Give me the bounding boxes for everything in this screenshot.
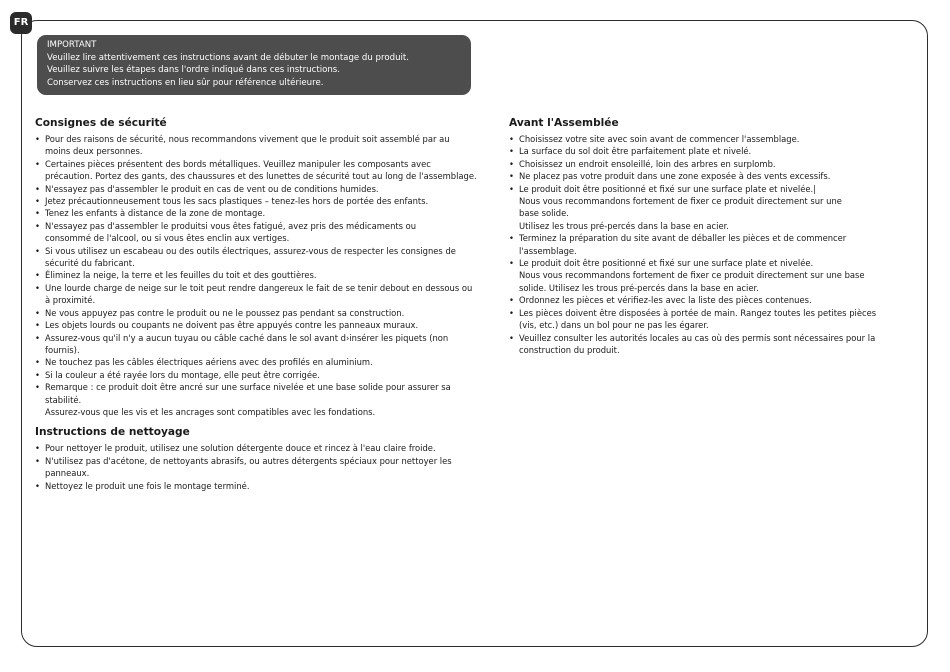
list-item — [35, 356, 475, 368]
list-item — [35, 381, 475, 418]
list-item-line: • Les objets lourds ou coupants ne doivent pas être appuyés contre les panneaux muraux. — [45, 320, 419, 331]
list-item — [509, 183, 879, 233]
list-item — [35, 220, 475, 245]
list-item-line: • Veuillez consulter les autorités locales au cas où des permis sont nécessaires pour la — [519, 332, 876, 343]
list-item — [509, 145, 879, 157]
list-item-line: • Remarque : ce produit doit être ancré sur une surface nivelée et une base solide pour assurer sa — [45, 382, 451, 393]
list-item-line: • Pour des raisons de sécurité, nous recommandons vivement que le produit soit assemblé par au — [45, 134, 450, 144]
list-item-line: sécurité du fabricant. — [45, 258, 135, 269]
list-item-line: fournis). — [45, 344, 80, 355]
list-item-line: • Choisissez un endroit ensoleillé, loin des arbres en surplomb. — [519, 158, 776, 169]
list-item — [35, 455, 475, 480]
list-item — [35, 207, 475, 219]
list-item — [509, 294, 879, 306]
list-item-line: Utilisez les trous pré-percés dans la base en acier. — [519, 220, 729, 231]
list-item-line: • Si la couleur a été rayée lors du montage, elle peut être corrigée. — [45, 369, 320, 380]
list-item-line: • Choisissez votre site avec soin avant de commencer l'assemblage. — [519, 134, 800, 144]
list-item-line: • Assurez-vous qu'il n'y a aucun tuyau ou câble caché dans le sol avant d›insérer les piquets (non — [45, 332, 449, 343]
list-item-line: consommé de l'alcool, ou si vous êtes enclin aux vertiges. — [45, 233, 290, 244]
list-item-line: l'assemblage. — [519, 245, 577, 256]
important-title: IMPORTANT — [47, 40, 97, 50]
important-notice-box — [37, 35, 471, 95]
list-item-line: construction du produit. — [519, 344, 620, 355]
list-item — [35, 282, 475, 307]
list-item-line: • N'essayez pas d'assembler le produit en cas de vent ou de conditions humides. — [45, 183, 379, 194]
before-assembly-heading: Avant l'Assemblée — [509, 117, 619, 129]
list-item — [35, 245, 475, 270]
list-item-line: base solide. — [519, 208, 569, 219]
list-item — [35, 369, 475, 381]
list-item-line: • Terminez la préparation du site avant de déballer les pièces et de commencer — [519, 233, 847, 244]
list-item — [35, 183, 475, 195]
list-item — [35, 195, 475, 207]
list-item-line: stabilité. — [45, 394, 82, 405]
left-column — [35, 116, 475, 492]
list-item-line: précaution. Portez des gants, des chaussures et des lunettes de sécurité tout au long de l'assemblage. — [45, 171, 477, 182]
list-item — [35, 332, 475, 357]
list-item-line: (vis, etc.) dans un bol pour ne pas les égarer. — [519, 320, 709, 331]
list-item-line: • Une lourde charge de neige sur le toit peut rendre dangereux le fait de se tenir debout en dessous ou — [45, 282, 473, 293]
before-assembly-list — [509, 133, 879, 356]
list-item-line: • Jetez précautionneusement tous les sacs plastiques – tenez-les hors de portée des enfants. — [45, 196, 429, 207]
list-item — [35, 442, 475, 454]
list-item-line: Nous vous recommandons fortement de fixer ce produit directement sur une — [519, 196, 842, 207]
safety-list — [35, 133, 475, 418]
list-item-line: • Le produit doit être positionné et fixé sur une surface plate et nivelée. — [519, 258, 814, 269]
list-item — [35, 133, 475, 158]
list-item-line: • Pour nettoyer le produit, utilisez une solution détergente douce et rincez à l'eau claire froide. — [45, 443, 436, 454]
list-item — [509, 158, 879, 170]
list-item — [509, 332, 879, 357]
list-item-line: à proximité. — [45, 295, 96, 306]
list-item-line: • Ne vous appuyez pas contre le produit ou ne le poussez pas pendant sa construction. — [45, 307, 405, 318]
list-item-line: Nous vous recommandons fortement de fixer ce produit directement sur une base — [519, 270, 865, 281]
list-item-line: • La surface du sol doit être parfaitement plate et nivelé. — [519, 146, 752, 157]
right-column — [509, 116, 879, 356]
cleaning-heading: Instructions de nettoyage — [35, 426, 190, 439]
cleaning-list — [35, 442, 475, 492]
list-item — [35, 307, 475, 319]
list-item-line: Assurez-vous que les vis et les ancrages sont compatibles avec les fondations. — [45, 406, 376, 417]
list-item-line: • Tenez les enfants à distance de la zone de montage. — [45, 208, 266, 219]
list-item — [509, 133, 879, 145]
safety-heading: Consignes de sécurité — [35, 117, 167, 129]
important-line: Conservez ces instructions en lieu sûr pour référence ultérieure. — [47, 77, 324, 88]
list-item — [35, 269, 475, 281]
list-item-line: • N'essayez pas d'assembler le produitsi vous êtes fatigué, avez pris des médicaments ou — [45, 220, 417, 231]
list-item-line: • Ne placez pas votre produit dans une zone exposée à des vents excessifs. — [519, 171, 831, 182]
list-item-line: moins deux personnes. — [45, 146, 143, 157]
list-item-line: • Ne touchez pas les câbles électriques aériens avec des profilés en aluminium. — [45, 357, 373, 368]
list-item-line: • Le produit doit être positionné et fixé sur une surface plate et nivelée.| — [519, 183, 816, 194]
list-item-line: solide. Utilisez les trous pré-percés dans la base en acier. — [519, 282, 759, 293]
list-item — [509, 257, 879, 294]
list-item — [35, 480, 475, 492]
list-item-line: panneaux. — [45, 468, 90, 479]
list-item-line: • Si vous utilisez un escabeau ou des outils électriques, assurez-vous de respecter les consignes de — [45, 245, 456, 256]
list-item — [509, 232, 879, 257]
language-tab: FR — [10, 12, 32, 34]
list-item-line: • Ordonnez les pièces et vérifiez-les avec la liste des pièces contenues. — [519, 295, 812, 306]
list-item-line: • Éliminez la neige, la terre et les feuilles du toit et des gouttières. — [45, 270, 317, 281]
list-item — [509, 170, 879, 182]
list-item — [509, 307, 879, 332]
important-line: Veuillez lire attentivement ces instructions avant de débuter le montage du produit. — [47, 52, 410, 63]
important-line: Veuillez suivre les étapes dans l'ordre indiqué dans ces instructions. — [47, 65, 340, 75]
list-item — [35, 158, 475, 183]
list-item — [35, 319, 475, 331]
list-item-line: • Certaines pièces présentent des bords métalliques. Veuillez manipuler les composants avec — [45, 158, 431, 169]
list-item-line: • N'utilisez pas d'acétone, de nettoyants abrasifs, ou autres détergents spéciaux pour nettoyer les — [45, 455, 452, 466]
list-item-line: • Les pièces doivent être disposées à portée de main. Rangez toutes les petites pièces — [519, 307, 877, 318]
list-item-line: • Nettoyez le produit une fois le montage terminé. — [45, 480, 250, 491]
